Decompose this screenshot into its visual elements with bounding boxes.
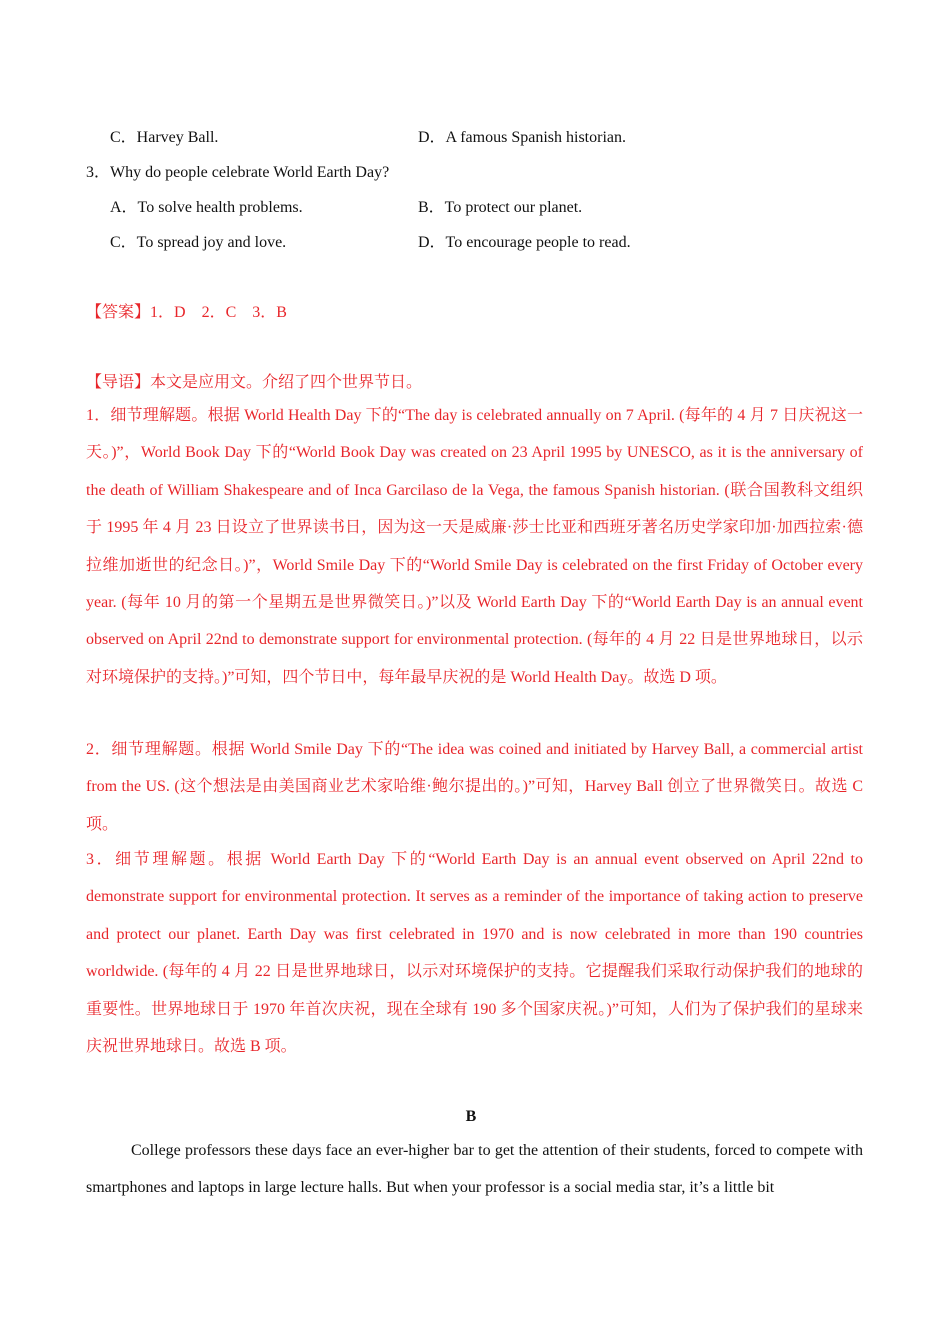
- section-b-heading: B: [465, 1108, 477, 1125]
- answer-line: [86, 303, 287, 323]
- guide-text: 本文是应用文。介绍了四个世界节日。: [150, 374, 423, 391]
- q2-option-d: D．A famous Spanish historian.: [418, 129, 626, 146]
- explanation-3: 3．细节理解题。根据 World Earth Day 下的“World Earth Day is an annual event observed on April 22nd to demonstrate support for environmental protection. It serves as a reminder of the importance of taking action to preserve and protect our planet. Earth Day was first celebrated in 1970 and is now celebrated in more than 190 countries worldwide. (每年的 4 月 22 日是世界地球日，以示对环境保护的支持。它提醒我们采取行动保护我们的地球的重要性。世界地球日于 1970 年首次庆祝，现在全球有 190 多个国家庆祝。)”可知，人们为了保护我们的星球来庆祝世界地球日。故选 B 项。: [86, 851, 863, 1056]
- guide-line: [86, 373, 422, 393]
- q3-option-c: C．To spread joy and love.: [110, 234, 287, 251]
- answer-label: 【答案】: [86, 304, 151, 321]
- q3-option-d: D．To encourage people to read.: [418, 234, 631, 251]
- section-b-paragraph: College professors these days face an ever-higher bar to get the attention of their students, forced to compete with smartphones and laptops in large lecture halls. But when your professor is a social media star, it’s a little bit: [86, 1142, 863, 1197]
- q2-option-c: C．Harvey Ball.: [110, 129, 219, 146]
- guide-label: 【导语】: [86, 374, 151, 391]
- q3-option-a: A．To solve health problems.: [110, 199, 303, 216]
- explanation-1: 1．细节理解题。根据 World Health Day 下的“The day is celebrated annually on 7 April. (每年的 4 月 7 日庆祝这一天。)”，World Book Day 下的“World Book Day was created on 23 April 1995 by UNESCO, as it is the anniversary of the death of William Shakespeare and of Inca Garcilaso de la Vega, the famous Spanish historian. (联合国教科文组织于 1995 年 4 月 23 日设立了世界读书日，因为这一天是威廉·莎士比亚和西班牙著名历史学家印加·加西拉索·德拉维加逝世的纪念日。)”，World Smile Day 下的“World Smile Day is celebrated on the first Friday of October every year. (每年 10 月的第一个星期五是世界微笑日。)”以及 World Earth Day 下的“World Earth Day is an annual event observed on April 22nd to demonstrate support for environmental protection. (每年的 4 月 22 日是世界地球日，以示对环境保护的支持。)”可知，四个节日中，每年最早庆祝的是 World Health Day。故选 D 项。: [86, 407, 863, 686]
- explanation-2: 2．细节理解题。根据 World Smile Day 下的“The idea was coined and initiated by Harvey Ball, a commercial artist from the US. (这个想法是由美国商业艺术家哈维·鲍尔提出的。)”可知，Harvey Ball 创立了世界微笑日。故选 C 项。: [86, 741, 863, 833]
- q3-option-b: B．To protect our planet.: [418, 199, 583, 216]
- q3-stem: 3．Why do people celebrate World Earth Day?: [86, 164, 390, 181]
- answer-text: 1．D 2．C 3．B: [150, 304, 287, 321]
